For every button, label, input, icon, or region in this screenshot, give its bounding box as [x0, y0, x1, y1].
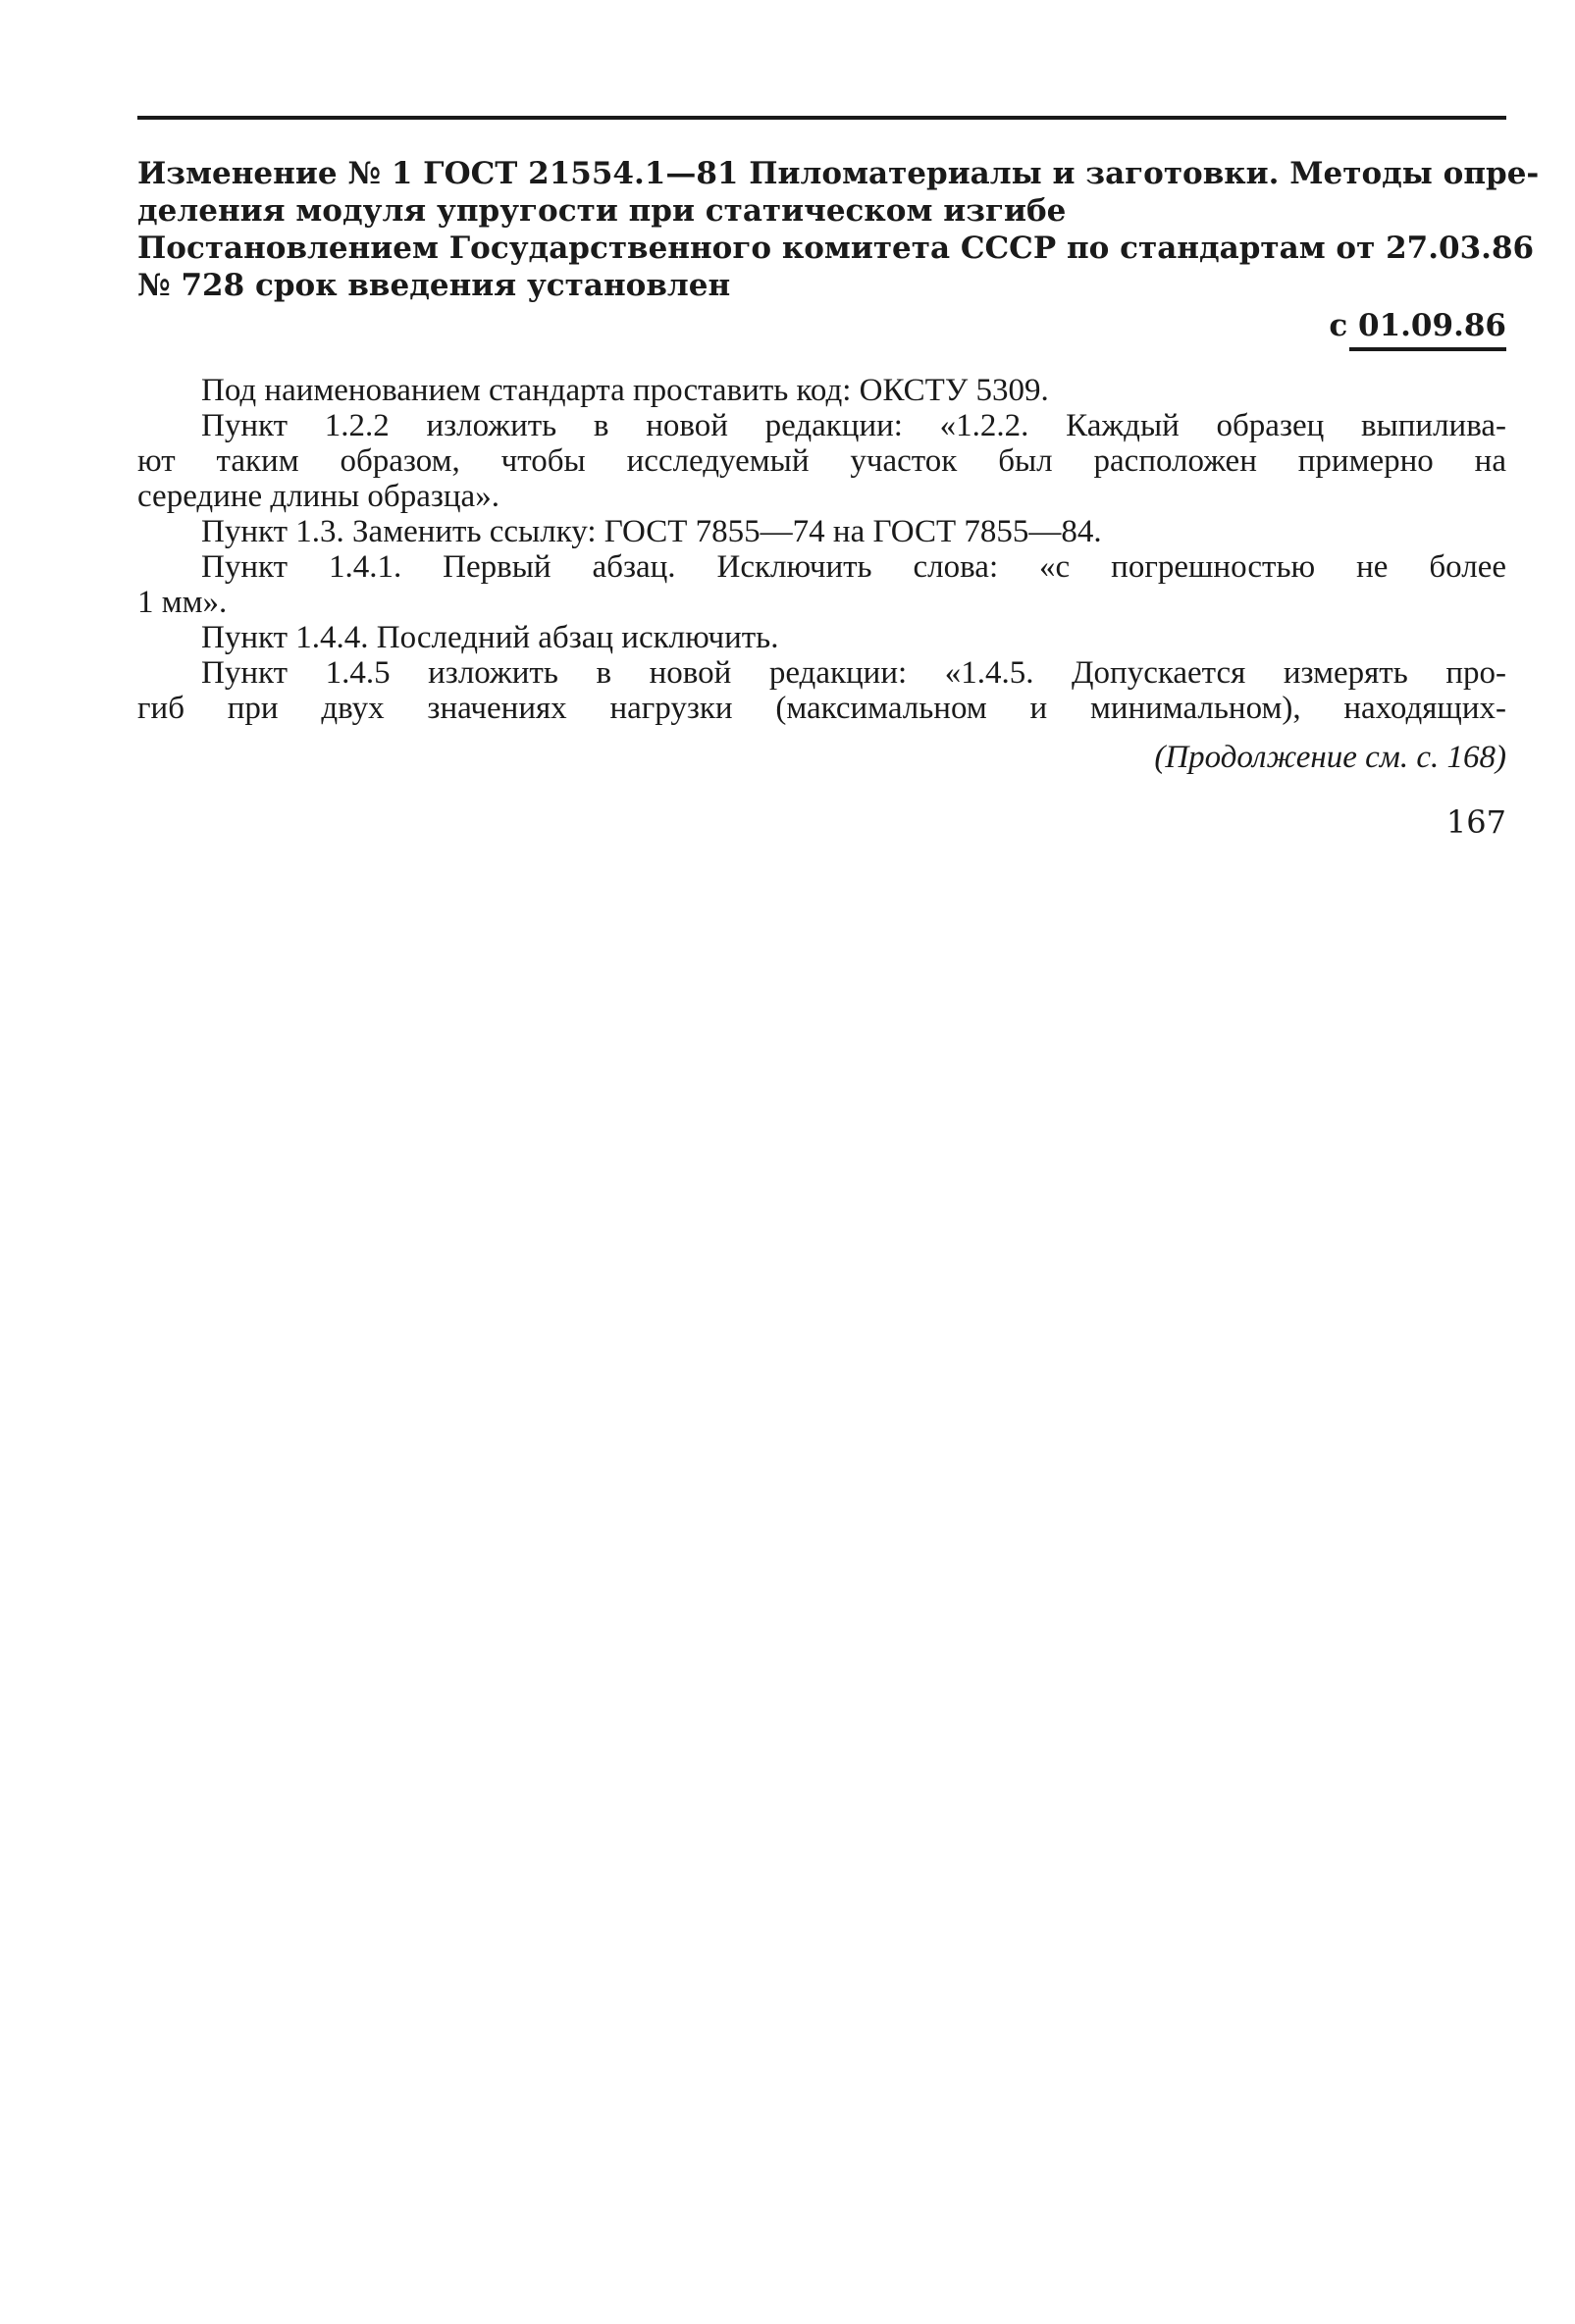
- body-line: Пункт 1.4.5 изложить в новой редакции: «1.4.5. Допускается измерять про-: [201, 655, 1506, 691]
- body-line: Пункт 1.2.2 изложить в новой редакции: «1.2.2. Каждый образец выпилива-: [201, 408, 1506, 443]
- body-line: середине длины образца».: [137, 479, 499, 514]
- header-line: Постановлением Государственного комитета СССР по стандартам от 27.03.86: [137, 231, 1535, 266]
- top-rule: [137, 116, 1506, 120]
- body-line: 1 мм».: [137, 585, 228, 620]
- amendment-body: [137, 373, 1506, 726]
- body-line: гиб при двух значениях нагрузки (максимальном и минимальном), находящих-: [137, 691, 1506, 726]
- amendment-header: [137, 155, 1540, 304]
- body-line: ют таким образом, чтобы исследуемый участок был расположен примерно на: [137, 443, 1506, 479]
- document-page: [137, 0, 1540, 2324]
- body-line: Пункт 1.4.4. Последний абзац исключить.: [201, 620, 779, 655]
- introduction-date: с 01.09.86: [1329, 308, 1506, 343]
- body-line: Под наименованием стандарта проставить код: ОКСТУ 5309.: [201, 373, 1049, 408]
- body-line: Пункт 1.4.1. Первый абзац. Исключить слова: «с погрешностью не более: [201, 549, 1506, 585]
- continuation-note: (Продолжение см. с. 168): [1154, 740, 1506, 775]
- header-line: деления модуля упругости при статическом изгибе: [137, 193, 1067, 229]
- date-underline: [1349, 347, 1506, 351]
- body-line: Пункт 1.3. Заменить ссылку: ГОСТ 7855—74 на ГОСТ 7855—84.: [201, 514, 1102, 549]
- page-number: 167: [1445, 803, 1506, 841]
- header-line: № 728 срок введения установлен: [137, 268, 731, 303]
- header-line: Изменение № 1 ГОСТ 21554.1—81 Пиломатериалы и заготовки. Методы опре-: [137, 156, 1540, 191]
